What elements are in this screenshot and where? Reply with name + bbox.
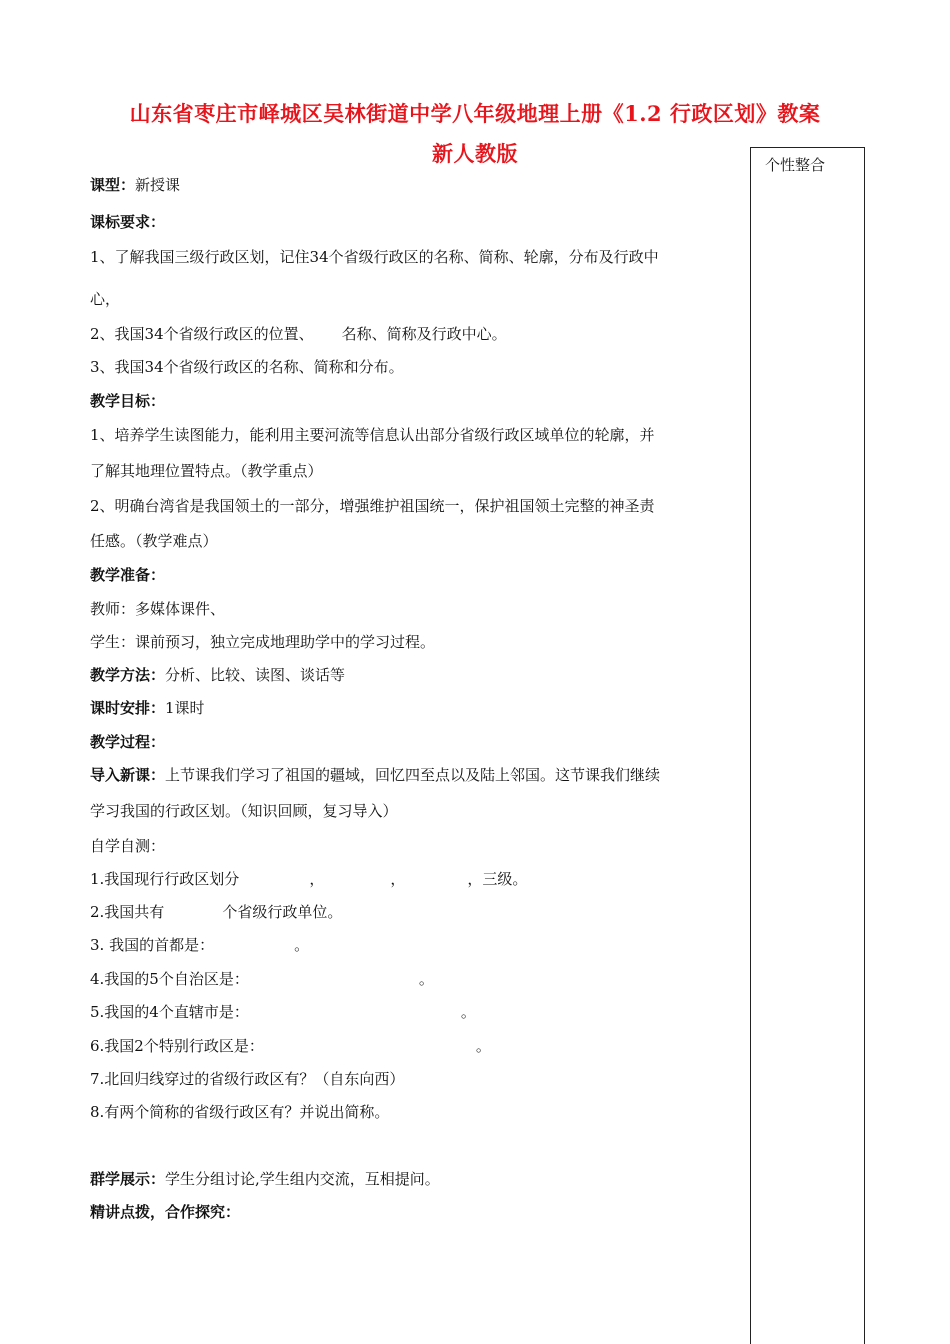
question-5 xyxy=(90,1002,476,1022)
question-3-text: 3. 我国的首都是： xyxy=(90,936,215,954)
lesson-type-value: 新授课 xyxy=(135,176,181,194)
standards-item2-b: 名称、简称及行政中心。 xyxy=(341,325,507,343)
document-title-line1: 山东省枣庄市峄城区吴林街道中学八年级地理上册《1.2 行政区划》教案 xyxy=(129,101,821,126)
lesson-type-line xyxy=(90,175,180,195)
preparation-heading: 教学准备： xyxy=(90,566,166,584)
question-1-comma-2: ， xyxy=(390,870,406,888)
intro-line-a xyxy=(90,765,660,785)
process-heading: 教学过程： xyxy=(90,733,166,751)
preparation-student: 学生：课前预习，独立完成地理助学中的学习过程。 xyxy=(90,633,436,651)
question-8: 8.有两个简称的省级行政区有？并说出简称。 xyxy=(90,1103,390,1121)
question-1 xyxy=(90,869,527,889)
explore-heading: 精讲点拨，合作探究： xyxy=(90,1203,241,1221)
question-1-end: ，三级。 xyxy=(467,870,528,888)
question-6 xyxy=(90,1036,491,1056)
objectives-item1-a: 1、培养学生读图能力，能利用主要河流等信息认出部分省级行政区域单位的轮廓，并 xyxy=(90,426,655,444)
question-4-text: 4.我国的5个自治区是： xyxy=(90,970,249,988)
methods-label: 教学方法： xyxy=(90,666,166,684)
standards-item2 xyxy=(90,324,507,344)
standards-item1-b: 心， xyxy=(90,290,121,308)
objectives-item2-a: 2、明确台湾省是我国领土的一部分，增强维护祖国统一，保护祖国领土完整的神圣责 xyxy=(90,497,655,515)
sidebar-notes-column xyxy=(750,147,865,1344)
sidebar-label: 个性整合 xyxy=(765,156,826,174)
lesson-type-label: 课型： xyxy=(90,176,136,194)
question-2 xyxy=(90,902,342,922)
self-test-heading: 自学自测： xyxy=(90,837,166,855)
intro-text-a: 上节课我们学习了祖国的疆域，回忆四至点以及陆上邻国。这节课我们继续 xyxy=(165,766,661,784)
group-value: 学生分组讨论,学生组内交流，互相提问。 xyxy=(165,1170,440,1188)
question-4 xyxy=(90,969,434,989)
intro-text-b: 学习我国的行政区划。（知识回顾，复习导入） xyxy=(90,802,398,820)
group-line xyxy=(90,1169,440,1189)
objectives-item1-b: 了解其地理位置特点。（教学重点） xyxy=(90,462,323,480)
schedule-value: 1课时 xyxy=(165,699,205,717)
question-7: 7.北回归线穿过的省级行政区有？（自东向西） xyxy=(90,1070,405,1088)
schedule-line xyxy=(90,698,205,718)
question-3-end: 。 xyxy=(294,936,310,954)
standards-item2-a: 2、我国34个省级行政区的位置、 xyxy=(90,325,314,343)
methods-value: 分析、比较、读图、谈话等 xyxy=(165,666,346,684)
question-3 xyxy=(90,935,309,955)
document-title-line2: 新人教版 xyxy=(432,141,518,166)
question-2-text-a: 2.我国共有 xyxy=(90,903,165,921)
question-6-text: 6.我国2个特别行政区是： xyxy=(90,1037,264,1055)
question-1-comma-1: ， xyxy=(309,870,325,888)
question-1-text: 1.我国现行行政区划分 xyxy=(90,870,240,888)
objectives-item2-b: 任感。（教学难点） xyxy=(90,532,218,550)
standards-heading: 课标要求： xyxy=(90,213,166,231)
question-5-text: 5.我国的4个直辖市是： xyxy=(90,1003,249,1021)
intro-label: 导入新课： xyxy=(90,766,166,784)
question-5-end: 。 xyxy=(460,1003,476,1021)
question-4-end: 。 xyxy=(418,970,434,988)
standards-item1-a: 1、了解我国三级行政区划，记住34个省级行政区的名称、简称、轮廓，分布及行政中 xyxy=(90,248,659,266)
methods-line xyxy=(90,665,345,685)
question-2-text-b: 个省级行政单位。 xyxy=(222,903,343,921)
preparation-teacher: 教师：多媒体课件、 xyxy=(90,600,226,618)
question-6-end: 。 xyxy=(475,1037,491,1055)
objectives-heading: 教学目标： xyxy=(90,392,166,410)
schedule-label: 课时安排： xyxy=(90,699,166,717)
group-label: 群学展示： xyxy=(90,1170,166,1188)
standards-item3: 3、我国34个省级行政区的名称、简称和分布。 xyxy=(90,358,404,376)
